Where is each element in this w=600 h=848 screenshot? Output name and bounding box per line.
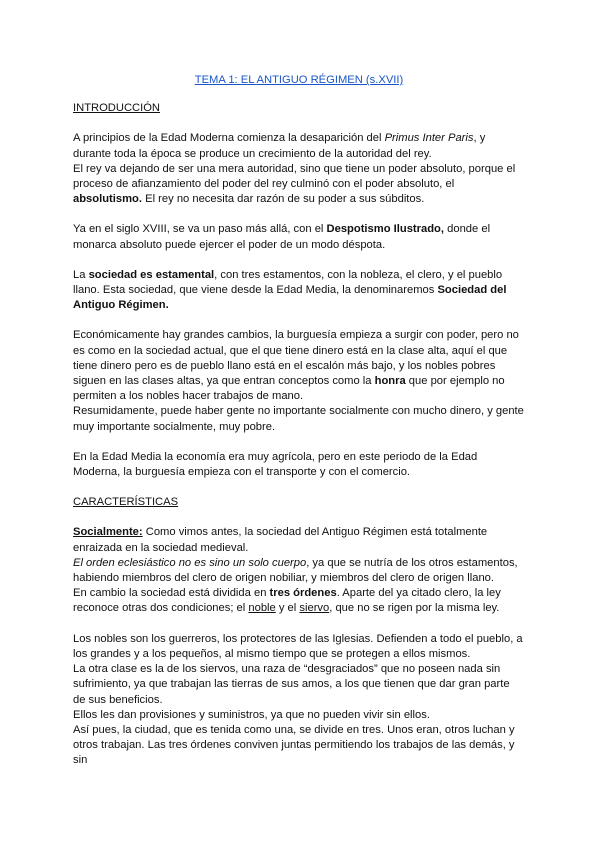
- document-body: [73, 73, 525, 769]
- paragraph-features-5: La otra clase es la de los siervos, una raza de “desgraciados” que no poseen nada sin sufrimiento, ya que trabajan las tierras de sus amos, a los que tienen que dar gran parte de sus beneficios.: [73, 663, 510, 706]
- paragraph-features-2: El orden eclesiástico no es sino un solo cuerpo, ya que se nutría de los otros estamentos, habiendo miembros del clero de origen nobiliar, y miembros del clero de origen llano.: [73, 556, 518, 585]
- paragraph-intro-2: El rey va dejando de ser una mera autoridad, sino que tiene un poder absoluto, porque el proceso de afianzamiento del poder del rey culminó con el poder absoluto, el absolutismo. El rey no necesita dar razón de su poder a sus súbditos.: [73, 162, 516, 206]
- paragraph-intro-6: Resumidamente, puede haber gente no importante socialmente con mucho dinero, y gente muy importante socialmente, muy pobre.: [73, 405, 524, 433]
- paragraph-intro-3: Ya en el siglo XVIII, se va un paso más allá, con el Despotismo Ilustrado, donde el monarca absoluto puede ejercer el poder de un modo déspota.: [73, 223, 491, 251]
- paragraph-intro-7: En la Edad Media la economía era muy agrícola, pero en este periodo de la Edad Moderna, la burguesía empieza con el transporte y con el comercio.: [73, 450, 478, 479]
- paragraph-features-4: Los nobles son los guerreros, los protectores de las Iglesias. Defienden a todo el pueblo, a los grandes y a los pequeños, al mismo tiempo que se protegen a ellos mismos.: [73, 632, 523, 660]
- paragraph-intro-1: A principios de la Edad Moderna comienza la desaparición del Primus Inter Paris, y durante toda la época se produce un crecimiento de la autoridad del rey.: [73, 132, 486, 160]
- paragraph-features-3: En cambio la sociedad está dividida en tres órdenes. Aparte del ya citado clero, la ley reconoce otras dos condiciones; el noble y el siervo, que no se rigen por la misma ley.: [73, 587, 501, 615]
- document-title: TEMA 1: EL ANTIGUO RÉGIMEN (s.XVII): [194, 74, 404, 86]
- paragraph-intro-4: La sociedad es estamental, con tres estamentos, con la nobleza, el clero, y el pueblo llano. Esta sociedad, que viene desde la Edad Media, la denominaremos Sociedad del Antiguo Régimen.: [73, 268, 507, 312]
- paragraph-features-6: Ellos les dan provisiones y suministros, ya que no pueden vivir sin ellos.: [73, 708, 430, 721]
- paragraph-features-1: Socialmente: Como vimos antes, la sociedad del Antiguo Régimen está totalmente enraizada en la sociedad medieval.: [73, 526, 488, 554]
- paragraph-features-7: Así pues, la ciudad, que es tenida como una, se divide en tres. Unos eran, otros luchan y otros trabajan. Las tres órdenes conviven juntas permitiendo los trabajos de las demás, y sin: [73, 723, 515, 767]
- paragraph-intro-5: Económicamente hay grandes cambios, la burguesía empieza a surgir con poder, pero no es como en la sociedad actual, que el que tiene dinero está en la clase alta, aquí el que tiene dinero pero es de pueblo llano está en el escalón más bajo, y los nobles pobres siguen en las clases altas, ya que entran conceptos como la honra que por ejemplo no permiten a los nobles hacer trabajos de mano.: [73, 329, 519, 403]
- section-heading-caracteristicas: CARACTERÍSTICAS: [73, 496, 179, 509]
- section-heading-introduccion: INTRODUCCIÓN: [73, 102, 161, 115]
